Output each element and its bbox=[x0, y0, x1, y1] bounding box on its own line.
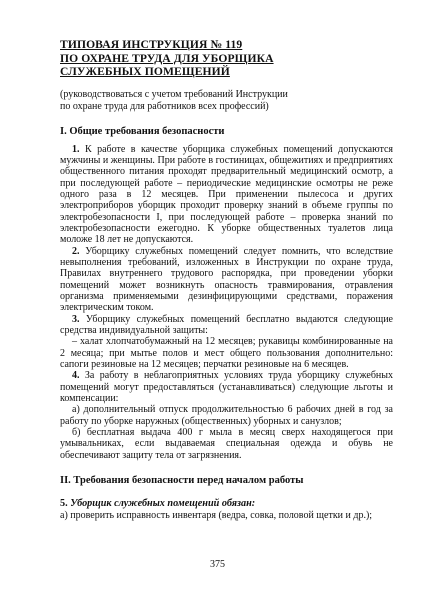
list-item: а) проверить исправность инвентаря (ведра, совка, половой щетки и др.); bbox=[60, 510, 373, 522]
title-line: ПО ОХРАНЕ ТРУДА ДЛЯ УБОРЩИКА bbox=[60, 51, 274, 65]
paragraph-text: Уборщику служебных помещений следует помнить, что вследствие невыполнения требований, изложенных в Инструкции по охране труда, Правилах внутреннего трудового распорядка, при проведении уборки помещений может возникнуть опасность травмирования, отравления организма применяемыми дезинфицирующими средствами, поражения электрическим током. bbox=[60, 245, 393, 314]
paragraph-number: 2. bbox=[72, 245, 80, 257]
paragraph-text: К работе в качестве уборщика служебных помещений допускаются мужчины и женщины. При работе в гостиницах, общежитиях и предприятиях общественного питания проходят предварительный медицинский осмотр, а при последующей работе – периодические медицинские осмотры не реже одного раза в 12 месяцев. При применении пылесоса и других электроприборов уборщик проходит проверку знаний в объеме группы по электробезопасности I, при последующей работе – проверка знаний по электробезопасности ежегодно. К уборке общественных туалетов лица моложе 18 лет не допускаются. bbox=[60, 143, 393, 246]
paragraph-number: 1. bbox=[72, 143, 80, 155]
point-heading bbox=[60, 498, 393, 510]
title-line: СЛУЖЕБНЫХ ПОМЕЩЕНИЙ bbox=[60, 65, 230, 78]
paragraph-text: б) бесплатная выдача 400 г мыла в месяц сверх находящегося при умывальниках, если выдаваемая специальная одежда и обувь не обеспечивают защиту тела от загрязнения. bbox=[60, 427, 393, 461]
paragraph-number: 3. bbox=[72, 313, 80, 325]
paragraph bbox=[60, 246, 393, 314]
paragraph-number: 4. bbox=[72, 370, 80, 382]
paragraph-text: – халат хлопчатобумажный на 12 месяцев; рукавицы комбинированные на 2 месяца; при мытье полов и мест общего пользования дополнительно: сапоги резиновые на 12 месяцев; перчатки резиновые на 6 месяцев. bbox=[60, 336, 393, 371]
paragraph bbox=[60, 370, 393, 404]
document-subtitle bbox=[60, 89, 393, 113]
document-title bbox=[60, 38, 393, 79]
paragraph bbox=[60, 404, 393, 427]
paragraph-text: а) дополнительный отпуск продолжительностью 6 рабочих дней в год за работу по уборке наружных (общественных) уборных и санузлов; bbox=[60, 404, 393, 427]
paragraph-text: Уборщику служебных помещений бесплатно выдаются следующие средства индивидуальной защиты: bbox=[60, 313, 393, 336]
point-label: Уборщик служебных помещений обязан: bbox=[70, 498, 256, 510]
paragraph bbox=[60, 144, 393, 246]
paragraph bbox=[60, 427, 393, 461]
section-heading: I. Общие требования безопасности bbox=[60, 125, 225, 137]
page-number: 375 bbox=[210, 559, 225, 570]
paragraph-text: За работу в неблагоприятных условиях труда уборщику служебных помещений могут предоставляться (устанавливаться) следующие льготы и компенсации: bbox=[60, 370, 393, 405]
paragraph bbox=[60, 314, 393, 337]
point-number: 5. bbox=[60, 498, 68, 510]
paragraph bbox=[60, 336, 393, 370]
title-line: ТИПОВАЯ ИНСТРУКЦИЯ № 119 bbox=[60, 38, 243, 51]
section-heading: II. Требования безопасности перед началом работы bbox=[60, 475, 304, 487]
subtitle-line: (руководствоваться с учетом требований Инструкции bbox=[60, 88, 288, 100]
subtitle-line: по охране труда для работников всех профессий) bbox=[60, 100, 269, 112]
